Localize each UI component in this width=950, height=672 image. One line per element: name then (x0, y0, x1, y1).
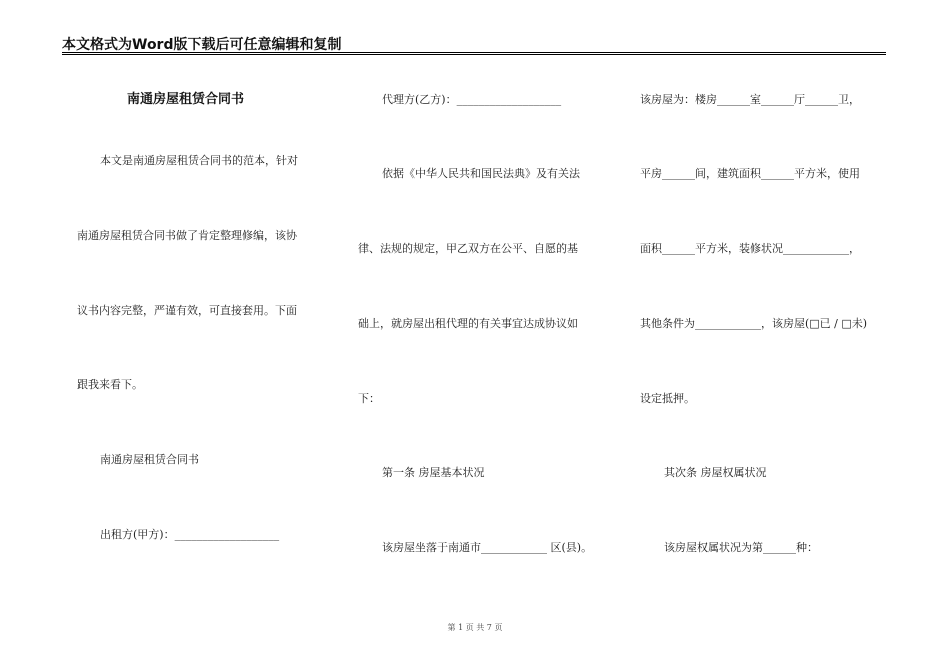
paragraph-line: 设定抵押。 (640, 392, 695, 405)
paragraph-line: 面积______平方米，装修状况____________， (640, 242, 860, 255)
header-rule (62, 52, 886, 53)
ownership-field: 该房屋权属状况为第______种： (664, 541, 818, 554)
location-field: 该房屋坐落于南通市____________ 区(县)。 (382, 541, 593, 554)
paragraph-line: 依据《中华人民共和国民法典》及有关法 (382, 167, 580, 180)
paragraph-line: 本文是南通房屋租赁合同书的范本，针对 (100, 154, 298, 167)
paragraph-line: 南通房屋租赁合同书做了肯定整理修编，该协 (77, 229, 297, 242)
paragraph-line: 础上，就房屋出租代理的有关事宜达成协议如 (358, 317, 578, 330)
paragraph-line: 议书内容完整，严谨有效，可直接套用。下面 (77, 304, 297, 317)
page-number: 第 1 页 共 7 页 (447, 623, 503, 632)
header-rule-lower (62, 54, 886, 55)
article-heading: 第一条 房屋基本状况 (382, 466, 485, 479)
agent-field: 代理方(乙方)：___________________ (382, 93, 562, 106)
article-heading: 其次条 房屋权属状况 (664, 466, 767, 479)
paragraph-line: 其他条件为____________，该房屋(□已 / □未) (640, 317, 868, 330)
lessor-field: 出租方(甲方)：___________________ (100, 528, 280, 541)
header-title: 本文格式为Word版下载后可任意编辑和复制 (62, 37, 342, 53)
paragraph-line: 跟我来看下。 (77, 378, 143, 391)
section-heading: 南通房屋租赁合同书 (100, 453, 199, 466)
paragraph-line: 平房______间，建筑面积______平方米，使用 (640, 167, 860, 180)
document-title: 南通房屋租赁合同书 (127, 92, 245, 107)
paragraph-line: 该房屋为：楼房______室______厅______卫， (640, 93, 860, 106)
paragraph-line: 下： (358, 392, 380, 405)
paragraph-line: 律、法规的规定，甲乙双方在公平、自愿的基 (358, 242, 578, 255)
